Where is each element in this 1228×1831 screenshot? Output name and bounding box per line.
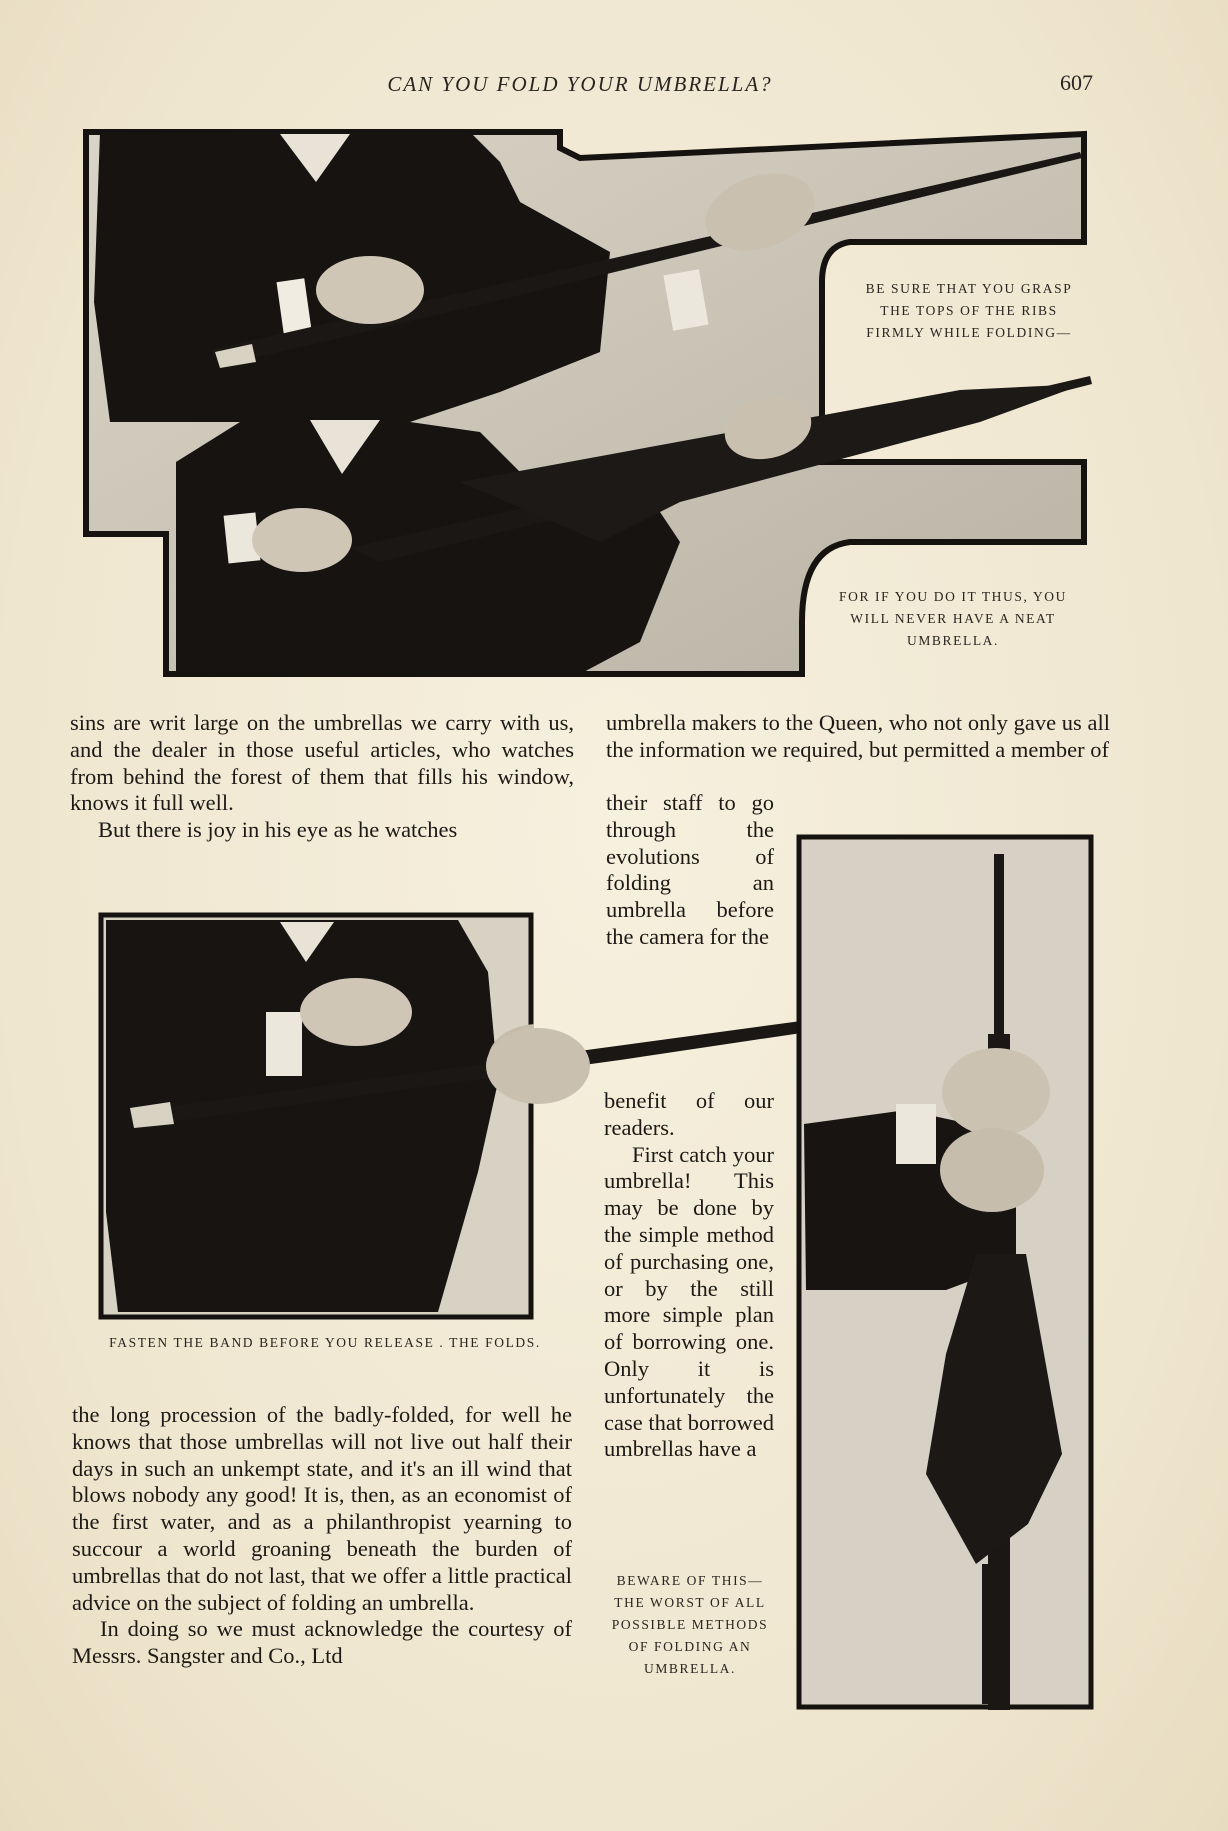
caption-top-bottom: FOR IF YOU DO IT THUS, YOU WILL NEVER HAVE A NEAT UMBRELLA. — [839, 589, 1067, 648]
article-right-top: umbrella makers to the Queen, who not only gave us all the information we required, but permitted a member of — [606, 710, 1110, 762]
paragraph: But there is joy in his eye as he watches — [98, 817, 458, 843]
caption-bottom-center: BEWARE OF THIS—THE WORST OF ALL POSSIBLE METHODS OF FOLDING AN UMBRELLA. — [611, 1573, 769, 1676]
paragraph: First catch your umbrella! This may be done by the simple method of purchasing one, or by the still more simple plan of borrowing one. Only it is unfortunately the case that borrowed umbrellas have a — [604, 1141, 774, 1462]
paragraph: the long procession of the badly-folded, for well he knows that those umbrellas will not live out half their days in such an unkempt state, and it's an ill wind that blows nobody any good! It is, then, as an economist of the first water, and as a philanthropist yearning to succour a world groaning beneath the burden of umbrellas that do not last, that we offer a little practical advice on the subject of folding an umbrella. — [72, 1402, 572, 1615]
article-right-narrow-1: their staff to go through the evolutions of folding an umbrella before the camera for the — [606, 790, 774, 949]
tall-photo — [796, 834, 1094, 1710]
paragraph: sins are writ large on the umbrellas we carry with us, and the dealer in those useful articles, who watches from behind the forest of them that fills his window, knows it full well. — [70, 710, 574, 816]
caption-middle-left: FASTEN THE BAND BEFORE YOU RELEASE . THE FOLDS. — [109, 1335, 541, 1350]
article-left-top — [70, 710, 574, 844]
paragraph: benefit of our readers. — [604, 1088, 774, 1140]
running-title: CAN YOU FOLD YOUR UMBRELLA? — [387, 72, 773, 96]
paragraph: In doing so we must acknowledge the courtesy of Messrs. Sangster and Co., Ltd — [72, 1616, 572, 1669]
caption-top-right: BE SURE THAT YOU GRASP THE TOPS OF THE RIBS FIRMLY WHILE FOLDING— — [865, 281, 1073, 340]
page-number: 607 — [1060, 70, 1093, 95]
article-left-bottom — [72, 1402, 572, 1670]
article-right-narrow-2 — [604, 1088, 774, 1463]
